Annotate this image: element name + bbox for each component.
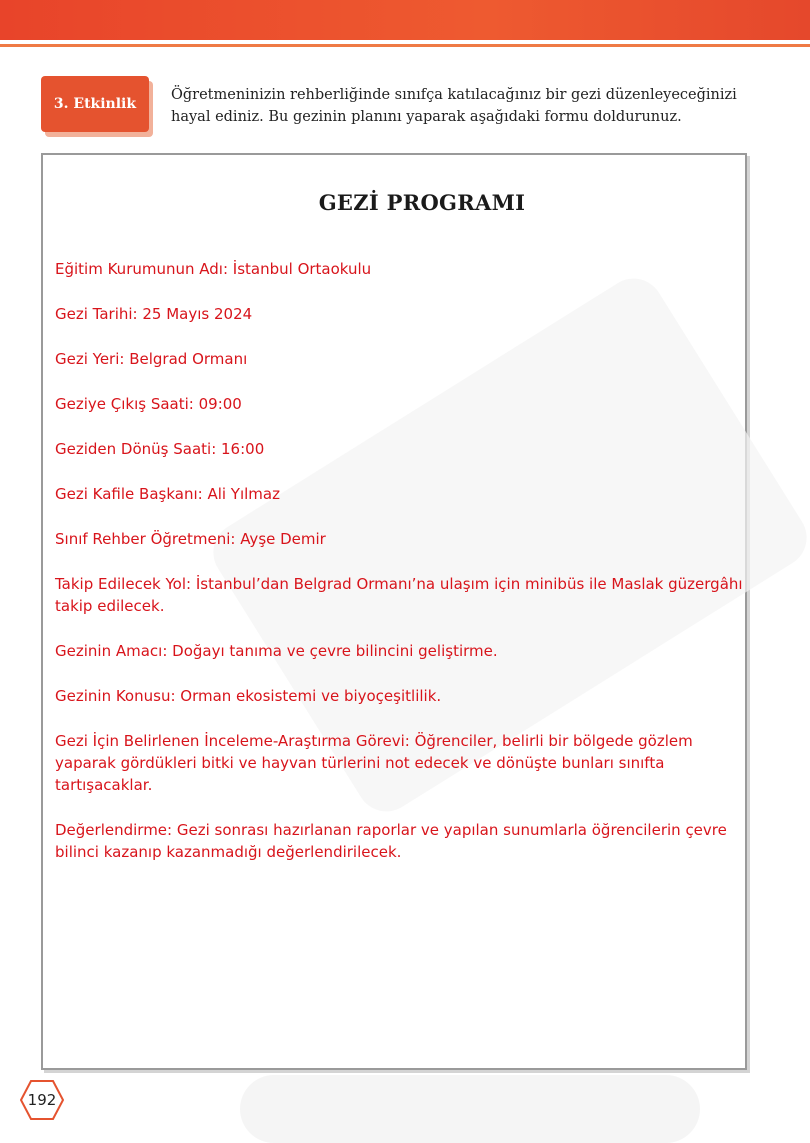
field-trip-location: Gezi Yeri: Belgrad Ormanı	[55, 350, 248, 368]
page-number	[20, 1080, 64, 1120]
header-band	[0, 0, 810, 40]
header-divider	[0, 44, 810, 47]
activity-instructions: Öğretmeninizin rehberliğinde sınıfça katılacağınız bir gezi düzenleyeceğinizi hayal ediniz. Bu gezinin planını yaparak aşağıdaki formu doldurunuz.	[171, 87, 737, 125]
field-school-name: Eğitim Kurumunun Adı: İstanbul Ortaokulu	[55, 260, 372, 278]
field-route: Takip Edilecek Yol: İstanbul’dan Belgrad Ormanı’na ulaşım için minibüs ile Maslak güzergâhı takip edilecek.	[55, 575, 743, 615]
field-class-teacher: Sınıf Rehber Öğretmeni: Ayşe Demir	[55, 530, 326, 548]
field-purpose: Gezinin Amacı: Doğayı tanıma ve çevre bilincini geliştirme.	[55, 642, 498, 660]
field-trip-date: Gezi Tarihi: 25 Mayıs 2024	[55, 305, 253, 323]
field-group-leader: Gezi Kafile Başkanı: Ali Yılmaz	[55, 485, 280, 503]
field-research-task: Gezi İçin Belirlenen İnceleme-Araştırma Görevi: Öğrenciler, belirli bir bölgede gözlem yaparak gördükleri bitki ve hayvan türlerini not edecek ve dönüşte bunları sınıfta tartışacaklar.	[55, 732, 693, 794]
activity-badge	[41, 76, 149, 132]
activity-badge-label: 3. Etkinlik	[53, 96, 137, 112]
field-evaluation: Değerlendirme: Gezi sonrası hazırlanan raporlar ve yapılan sunumlarla öğrencilerin çevre bilinci kazanıp kazanmadığı değerlendirilecek.	[55, 821, 727, 861]
background-watermark-bottom	[240, 1075, 700, 1143]
form-title: GEZİ PROGRAMI	[318, 190, 526, 215]
form-fields	[55, 258, 745, 886]
field-return-time: Geziden Dönüş Saati: 16:00	[55, 440, 265, 458]
page-number-label: 192	[27, 1091, 57, 1109]
field-departure-time: Geziye Çıkış Saati: 09:00	[55, 395, 242, 413]
field-topic: Gezinin Konusu: Orman ekosistemi ve biyoçeşitlilik.	[55, 687, 442, 705]
